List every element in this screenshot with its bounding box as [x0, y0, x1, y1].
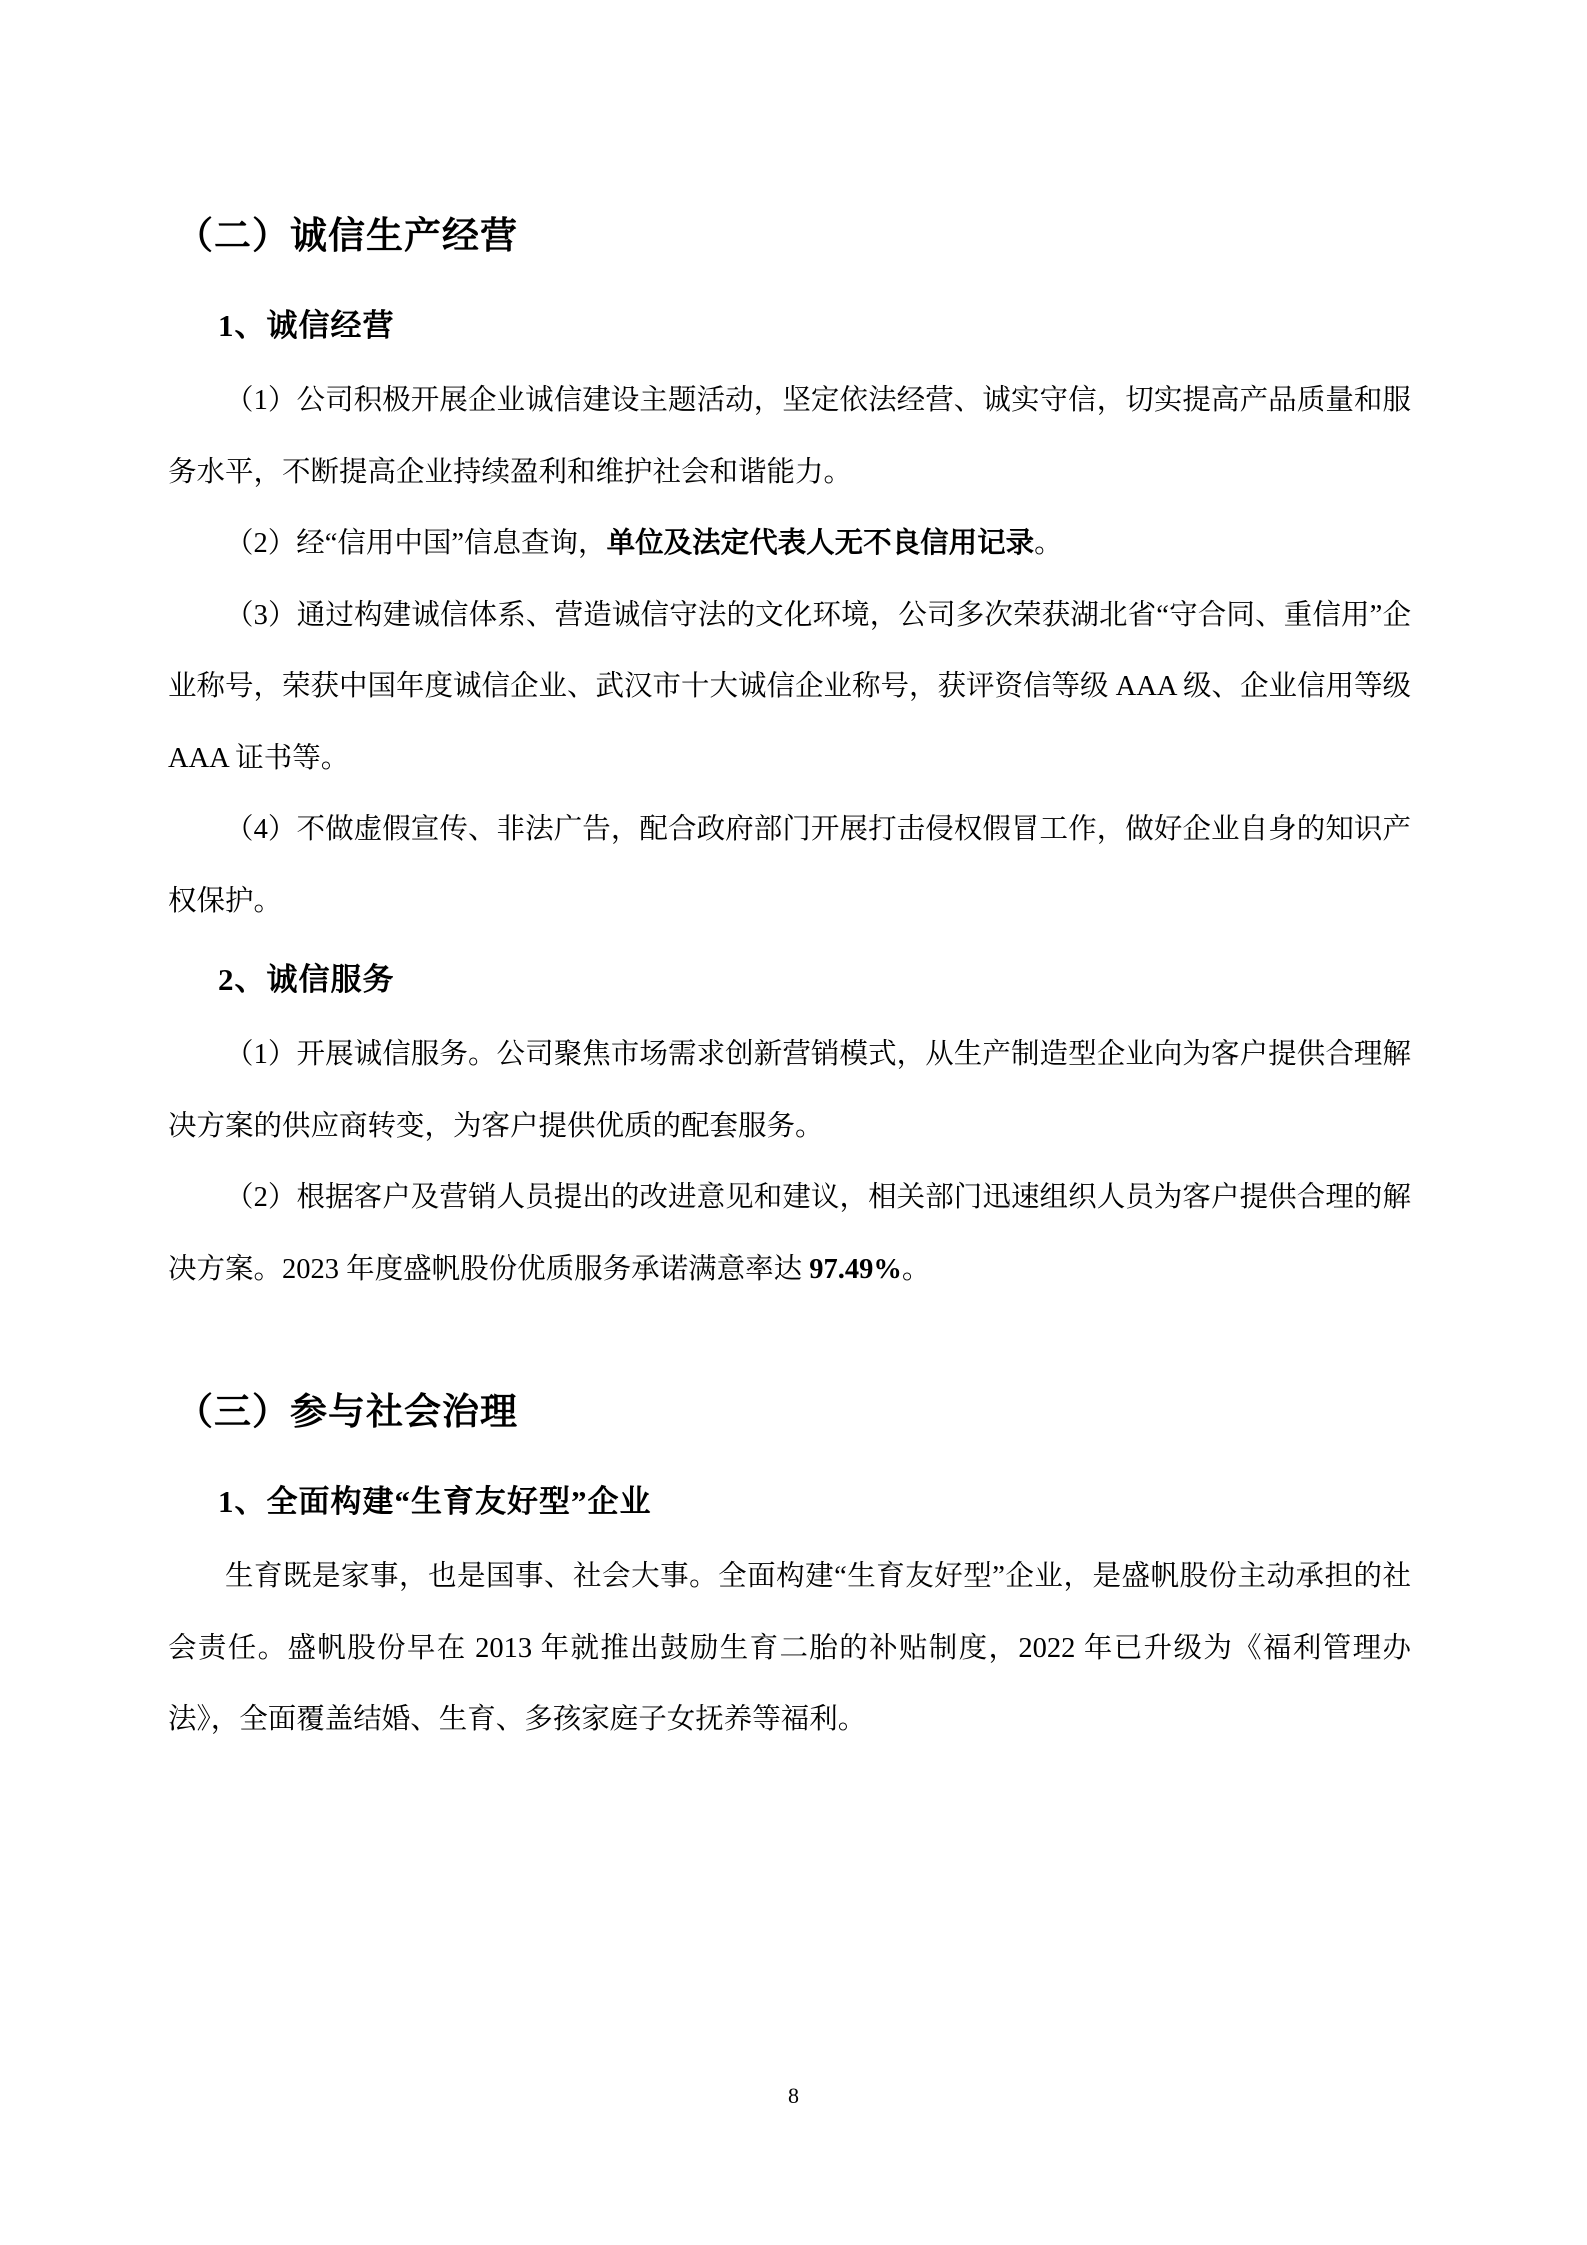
- text-run: （2）根据客户及营销人员提出的改进意见和建议，相关部门迅速组织人员为客户提供合理的解决方案。2023 年度盛帆股份优质服务承诺满意率达: [168, 1182, 1411, 1285]
- subsection-title-fertility-friendly: 1、全面构建“生育友好型”企业: [218, 1484, 652, 1519]
- text-run: （2）经“信用中国”信息查询，: [225, 528, 607, 559]
- paragraph-integrity-activities: （1）公司积极开展企业诚信建设主题活动，坚定依法经营、诚实守信，切实提高产品质量和服务水平，不断提高企业持续盈利和维护社会和谐能力。: [168, 385, 1411, 488]
- text-run-bold: 单位及法定代表人无不良信用记录: [606, 528, 1035, 559]
- paragraph-service-transformation: （1）开展诚信服务。公司聚焦市场需求创新营销模式，从生产制造型企业向为客户提供合理解决方案的供应商转变，为客户提供优质的配套服务。: [168, 1039, 1411, 1142]
- page-number: 8: [788, 2083, 799, 2108]
- paragraph-satisfaction-rate: [168, 1162, 1411, 1305]
- section-heading-integrity-production: （二）诚信生产经营: [176, 216, 518, 257]
- text-run: 。: [1034, 528, 1063, 559]
- subsection-title-integrity-management: 1、诚信经营: [218, 308, 395, 343]
- paragraph-honor-awards: （3）通过构建诚信体系、营造诚信守法的文化环境，公司多次荣获湖北省“守合同、重信用”企业称号，荣获中国年度诚信企业、武汉市十大诚信企业称号，获评资信等级 AAA 级、企业信用等级 AAA 证书等。: [168, 599, 1411, 774]
- paragraph-credit-china-query: [168, 508, 1411, 580]
- section-heading-social-governance: （三）参与社会治理: [176, 1392, 518, 1433]
- text-run-bold: 97.49%: [809, 1253, 902, 1285]
- paragraph-fertility-welfare: 生育既是家事，也是国事、社会大事。全面构建“生育友好型”企业，是盛帆股份主动承担的社会责任。盛帆股份早在 2013 年就推出鼓励生育二胎的补贴制度，2022 年已升级为《福利管理办法》，全面覆盖结婚、生育、多孩家庭子女抚养等福利。: [168, 1561, 1411, 1735]
- subsection-title-integrity-service: 2、诚信服务: [218, 962, 395, 997]
- text-run: 。: [901, 1253, 931, 1285]
- paragraph-no-false-advertising: （4）不做虚假宣传、非法广告，配合政府部门开展打击侵权假冒工作，做好企业自身的知识产权保护。: [168, 814, 1411, 917]
